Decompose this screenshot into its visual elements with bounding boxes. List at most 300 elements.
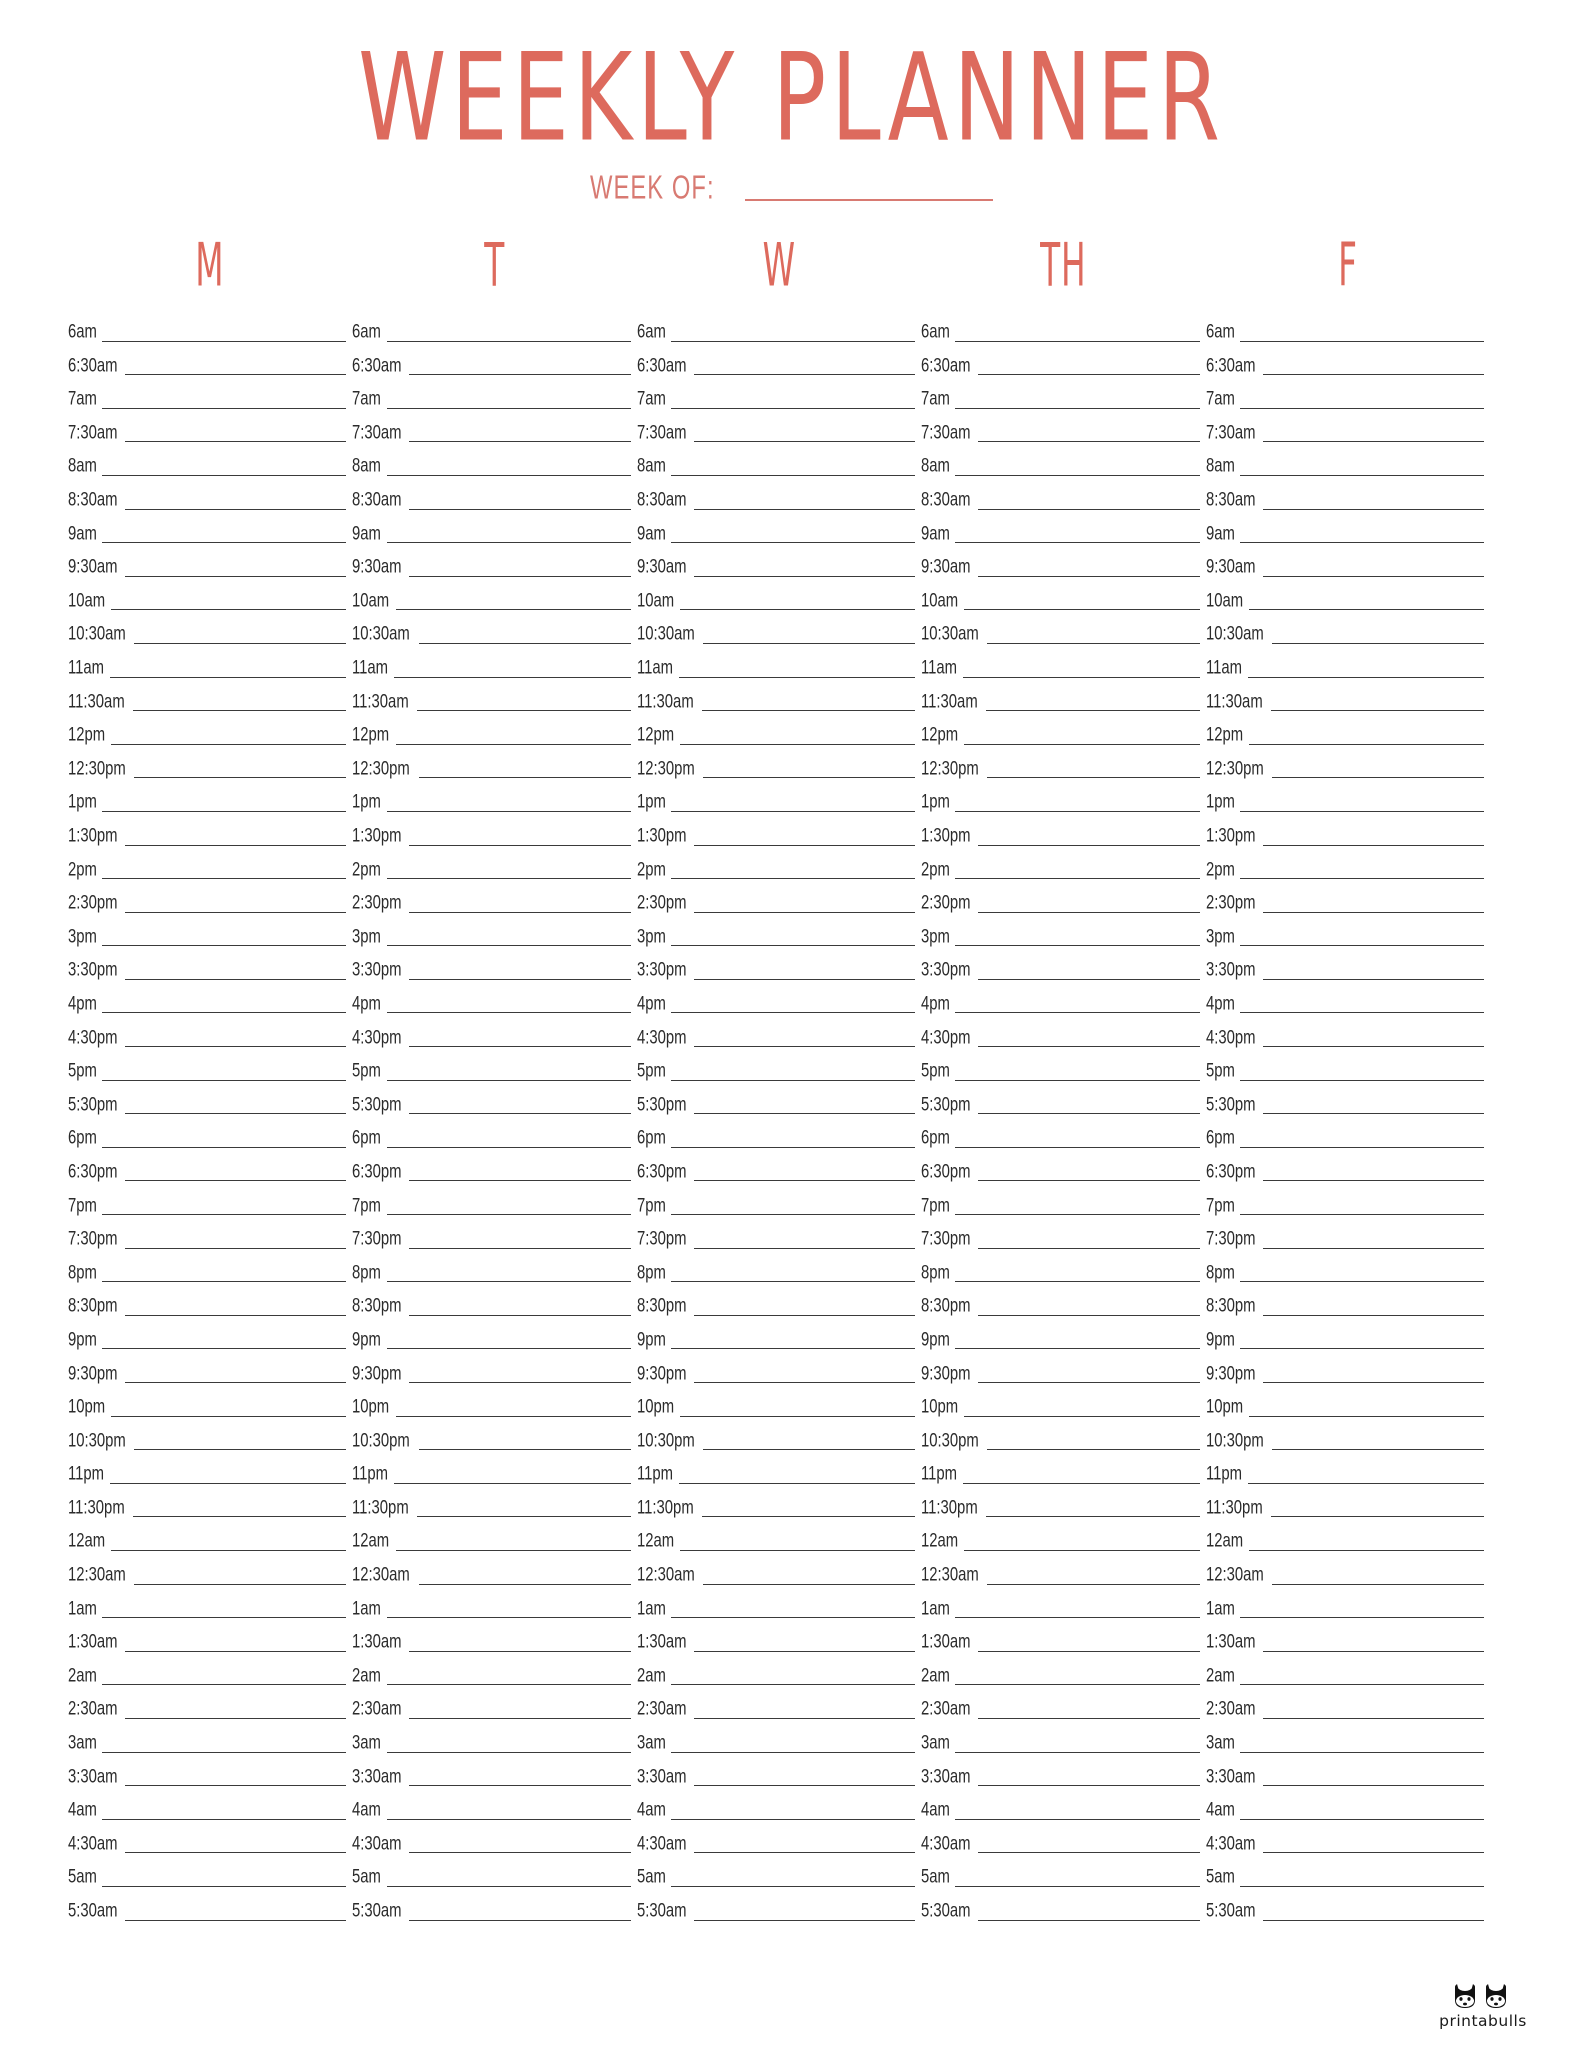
time-slot-write-line[interactable] [987,643,1199,644]
time-slot-write-line[interactable] [694,441,915,442]
time-slot-row[interactable] [1206,884,1484,918]
time-slot-row[interactable] [68,347,346,381]
time-slot-row[interactable] [352,716,630,750]
time-slot-row[interactable] [1206,1825,1484,1859]
time-slot-row[interactable] [637,313,915,347]
time-slot-row[interactable] [921,447,1199,481]
time-slot-row[interactable] [921,1052,1199,1086]
time-slot-write-line[interactable] [102,341,346,342]
time-slot-row[interactable] [921,716,1199,750]
time-slot-row[interactable] [637,1623,915,1657]
time-slot-row[interactable] [352,1825,630,1859]
time-slot-row[interactable] [1206,1052,1484,1086]
time-slot-row[interactable] [68,1287,346,1321]
time-slot-row[interactable] [352,515,630,549]
time-slot-write-line[interactable] [1263,1382,1484,1383]
time-slot-row[interactable] [352,750,630,784]
time-slot-row[interactable] [637,884,915,918]
time-slot-write-line[interactable] [986,710,1199,711]
time-slot-write-line[interactable] [671,1348,915,1349]
time-slot-row[interactable] [921,1354,1199,1388]
time-slot-row[interactable] [68,615,346,649]
time-slot-write-line[interactable] [133,710,346,711]
time-slot-row[interactable] [1206,1858,1484,1892]
time-slot-write-line[interactable] [1263,845,1484,846]
time-slot-write-line[interactable] [409,1382,630,1383]
time-slot-write-line[interactable] [978,1113,1199,1114]
time-slot-row[interactable] [68,1758,346,1792]
time-slot-write-line[interactable] [1240,1214,1484,1215]
time-slot-row[interactable] [68,1119,346,1153]
time-slot-row[interactable] [921,313,1199,347]
time-slot-write-line[interactable] [680,1416,915,1417]
time-slot-write-line[interactable] [1249,744,1484,745]
time-slot-write-line[interactable] [978,374,1199,375]
time-slot-row[interactable] [352,951,630,985]
time-slot-row[interactable] [637,1690,915,1724]
time-slot-write-line[interactable] [125,1113,346,1114]
time-slot-write-line[interactable] [694,1785,915,1786]
time-slot-write-line[interactable] [978,1920,1199,1921]
time-slot-write-line[interactable] [102,408,346,409]
time-slot-row[interactable] [352,380,630,414]
time-slot-row[interactable] [68,985,346,1019]
time-slot-row[interactable] [921,1388,1199,1422]
time-slot-row[interactable] [1206,1086,1484,1120]
time-slot-row[interactable] [921,1590,1199,1624]
time-slot-row[interactable] [68,481,346,515]
time-slot-write-line[interactable] [694,374,915,375]
time-slot-row[interactable] [637,1287,915,1321]
time-slot-row[interactable] [68,1892,346,1926]
time-slot-row[interactable] [1206,1186,1484,1220]
time-slot-write-line[interactable] [671,1012,915,1013]
time-slot-write-line[interactable] [1272,1584,1484,1585]
time-slot-row[interactable] [637,750,915,784]
time-slot-write-line[interactable] [1240,1752,1484,1753]
time-slot-write-line[interactable] [1240,878,1484,879]
time-slot-row[interactable] [1206,750,1484,784]
time-slot-write-line[interactable] [409,1920,630,1921]
time-slot-row[interactable] [352,1724,630,1758]
time-slot-write-line[interactable] [419,1449,631,1450]
time-slot-write-line[interactable] [111,1416,346,1417]
time-slot-write-line[interactable] [1271,710,1484,711]
time-slot-row[interactable] [352,1388,630,1422]
time-slot-row[interactable] [1206,1590,1484,1624]
time-slot-write-line[interactable] [1271,1516,1484,1517]
time-slot-write-line[interactable] [409,441,630,442]
time-slot-write-line[interactable] [102,1819,346,1820]
time-slot-row[interactable] [68,1791,346,1825]
time-slot-write-line[interactable] [1263,1180,1484,1181]
time-slot-write-line[interactable] [125,1651,346,1652]
time-slot-write-line[interactable] [409,979,630,980]
time-slot-row[interactable] [352,347,630,381]
time-slot-write-line[interactable] [978,1248,1199,1249]
time-slot-write-line[interactable] [703,1449,915,1450]
time-slot-write-line[interactable] [964,609,1199,610]
time-slot-write-line[interactable] [955,1348,1199,1349]
time-slot-row[interactable] [637,1254,915,1288]
time-slot-row[interactable] [921,414,1199,448]
time-slot-write-line[interactable] [671,542,915,543]
time-slot-row[interactable] [68,515,346,549]
time-slot-write-line[interactable] [387,878,631,879]
time-slot-write-line[interactable] [1240,1147,1484,1148]
time-slot-write-line[interactable] [125,1785,346,1786]
time-slot-row[interactable] [1206,548,1484,582]
time-slot-write-line[interactable] [409,1651,630,1652]
time-slot-write-line[interactable] [694,845,915,846]
time-slot-write-line[interactable] [1263,1852,1484,1853]
time-slot-row[interactable] [68,716,346,750]
time-slot-row[interactable] [1206,582,1484,616]
time-slot-write-line[interactable] [671,1819,915,1820]
time-slot-row[interactable] [921,951,1199,985]
time-slot-write-line[interactable] [102,1752,346,1753]
time-slot-row[interactable] [1206,1623,1484,1657]
time-slot-write-line[interactable] [125,1852,346,1853]
time-slot-write-line[interactable] [694,1180,915,1181]
time-slot-write-line[interactable] [1240,341,1484,342]
time-slot-row[interactable] [921,1758,1199,1792]
time-slot-row[interactable] [352,548,630,582]
time-slot-write-line[interactable] [955,1012,1199,1013]
time-slot-row[interactable] [637,1858,915,1892]
time-slot-write-line[interactable] [409,912,630,913]
time-slot-row[interactable] [921,683,1199,717]
time-slot-write-line[interactable] [955,1684,1199,1685]
time-slot-row[interactable] [352,1657,630,1691]
time-slot-write-line[interactable] [102,1080,346,1081]
time-slot-row[interactable] [352,447,630,481]
time-slot-write-line[interactable] [702,710,915,711]
time-slot-row[interactable] [68,447,346,481]
time-slot-write-line[interactable] [409,1718,630,1719]
time-slot-write-line[interactable] [955,1147,1199,1148]
time-slot-row[interactable] [68,1623,346,1657]
time-slot-row[interactable] [68,1858,346,1892]
time-slot-row[interactable] [68,1657,346,1691]
time-slot-write-line[interactable] [125,1046,346,1047]
time-slot-write-line[interactable] [409,1113,630,1114]
time-slot-write-line[interactable] [955,811,1199,812]
time-slot-write-line[interactable] [133,1516,346,1517]
time-slot-row[interactable] [68,1388,346,1422]
time-slot-row[interactable] [637,783,915,817]
time-slot-row[interactable] [1206,1522,1484,1556]
week-of-input-line[interactable] [745,199,993,201]
time-slot-write-line[interactable] [409,1785,630,1786]
time-slot-write-line[interactable] [694,1315,915,1316]
time-slot-write-line[interactable] [955,1281,1199,1282]
time-slot-write-line[interactable] [703,1584,915,1585]
time-slot-row[interactable] [1206,951,1484,985]
time-slot-write-line[interactable] [1240,1684,1484,1685]
time-slot-row[interactable] [921,1287,1199,1321]
time-slot-row[interactable] [68,1556,346,1590]
time-slot-row[interactable] [637,1892,915,1926]
time-slot-row[interactable] [68,1690,346,1724]
time-slot-write-line[interactable] [955,878,1199,879]
time-slot-row[interactable] [921,649,1199,683]
time-slot-row[interactable] [637,1489,915,1523]
time-slot-row[interactable] [921,985,1199,1019]
time-slot-row[interactable] [352,1086,630,1120]
time-slot-write-line[interactable] [396,1416,631,1417]
time-slot-write-line[interactable] [694,1046,915,1047]
time-slot-row[interactable] [1206,615,1484,649]
time-slot-row[interactable] [921,1522,1199,1556]
time-slot-write-line[interactable] [387,1348,631,1349]
time-slot-row[interactable] [1206,649,1484,683]
time-slot-write-line[interactable] [409,1315,630,1316]
time-slot-write-line[interactable] [387,408,631,409]
time-slot-row[interactable] [1206,1791,1484,1825]
time-slot-write-line[interactable] [978,1382,1199,1383]
time-slot-write-line[interactable] [102,1348,346,1349]
time-slot-row[interactable] [1206,1422,1484,1456]
time-slot-write-line[interactable] [125,845,346,846]
time-slot-write-line[interactable] [102,811,346,812]
time-slot-row[interactable] [68,884,346,918]
time-slot-row[interactable] [68,1018,346,1052]
time-slot-write-line[interactable] [387,475,631,476]
time-slot-write-line[interactable] [978,1651,1199,1652]
time-slot-row[interactable] [921,1791,1199,1825]
time-slot-write-line[interactable] [1248,1483,1484,1484]
time-slot-row[interactable] [68,649,346,683]
time-slot-row[interactable] [637,985,915,1019]
time-slot-row[interactable] [637,683,915,717]
time-slot-write-line[interactable] [679,1483,915,1484]
time-slot-write-line[interactable] [671,408,915,409]
time-slot-row[interactable] [68,1590,346,1624]
time-slot-row[interactable] [352,1052,630,1086]
time-slot-write-line[interactable] [110,1483,346,1484]
time-slot-row[interactable] [352,414,630,448]
time-slot-row[interactable] [352,817,630,851]
time-slot-row[interactable] [68,1254,346,1288]
time-slot-row[interactable] [637,1724,915,1758]
time-slot-row[interactable] [1206,683,1484,717]
time-slot-row[interactable] [637,1086,915,1120]
time-slot-write-line[interactable] [671,1617,915,1618]
time-slot-write-line[interactable] [955,945,1199,946]
time-slot-row[interactable] [637,1153,915,1187]
time-slot-row[interactable] [921,750,1199,784]
time-slot-write-line[interactable] [671,1147,915,1148]
time-slot-write-line[interactable] [671,1684,915,1685]
time-slot-write-line[interactable] [987,1584,1199,1585]
time-slot-write-line[interactable] [1272,643,1484,644]
time-slot-row[interactable] [1206,1892,1484,1926]
time-slot-write-line[interactable] [125,1248,346,1249]
time-slot-row[interactable] [637,951,915,985]
time-slot-row[interactable] [352,884,630,918]
time-slot-row[interactable] [352,1220,630,1254]
time-slot-row[interactable] [1206,1758,1484,1792]
time-slot-row[interactable] [1206,716,1484,750]
time-slot-row[interactable] [921,615,1199,649]
time-slot-write-line[interactable] [1249,1416,1484,1417]
time-slot-row[interactable] [352,783,630,817]
time-slot-write-line[interactable] [1263,1718,1484,1719]
time-slot-row[interactable] [352,313,630,347]
time-slot-write-line[interactable] [387,542,631,543]
time-slot-row[interactable] [68,1321,346,1355]
time-slot-row[interactable] [637,615,915,649]
time-slot-row[interactable] [921,1086,1199,1120]
time-slot-write-line[interactable] [978,1180,1199,1181]
time-slot-row[interactable] [637,918,915,952]
time-slot-row[interactable] [352,1455,630,1489]
time-slot-write-line[interactable] [1240,475,1484,476]
time-slot-write-line[interactable] [125,1718,346,1719]
time-slot-row[interactable] [637,447,915,481]
time-slot-write-line[interactable] [102,475,346,476]
time-slot-write-line[interactable] [102,1281,346,1282]
time-slot-row[interactable] [352,1858,630,1892]
time-slot-write-line[interactable] [963,677,1199,678]
time-slot-write-line[interactable] [419,777,631,778]
time-slot-row[interactable] [637,716,915,750]
time-slot-write-line[interactable] [1263,912,1484,913]
time-slot-write-line[interactable] [1272,1449,1484,1450]
time-slot-write-line[interactable] [387,1147,631,1148]
time-slot-write-line[interactable] [694,1382,915,1383]
time-slot-write-line[interactable] [102,1886,346,1887]
time-slot-row[interactable] [637,548,915,582]
time-slot-row[interactable] [352,683,630,717]
time-slot-write-line[interactable] [409,576,630,577]
time-slot-write-line[interactable] [111,609,346,610]
time-slot-write-line[interactable] [955,1819,1199,1820]
time-slot-write-line[interactable] [978,1046,1199,1047]
time-slot-row[interactable] [921,1623,1199,1657]
time-slot-write-line[interactable] [409,1852,630,1853]
time-slot-write-line[interactable] [1263,979,1484,980]
time-slot-write-line[interactable] [1248,677,1484,678]
time-slot-row[interactable] [68,582,346,616]
time-slot-write-line[interactable] [409,1046,630,1047]
time-slot-write-line[interactable] [671,1281,915,1282]
time-slot-row[interactable] [68,313,346,347]
time-slot-write-line[interactable] [387,1752,631,1753]
time-slot-write-line[interactable] [955,1752,1199,1753]
time-slot-row[interactable] [352,582,630,616]
time-slot-write-line[interactable] [964,1416,1199,1417]
time-slot-row[interactable] [921,1690,1199,1724]
time-slot-row[interactable] [921,1825,1199,1859]
time-slot-write-line[interactable] [1263,1920,1484,1921]
time-slot-write-line[interactable] [978,845,1199,846]
time-slot-write-line[interactable] [387,1214,631,1215]
time-slot-write-line[interactable] [387,1012,631,1013]
time-slot-write-line[interactable] [694,1113,915,1114]
time-slot-row[interactable] [1206,1018,1484,1052]
time-slot-write-line[interactable] [387,945,631,946]
time-slot-row[interactable] [68,1354,346,1388]
time-slot-row[interactable] [637,414,915,448]
time-slot-row[interactable] [637,347,915,381]
time-slot-row[interactable] [1206,447,1484,481]
time-slot-row[interactable] [1206,1119,1484,1153]
time-slot-write-line[interactable] [1263,509,1484,510]
time-slot-row[interactable] [637,1791,915,1825]
time-slot-row[interactable] [352,1892,630,1926]
time-slot-write-line[interactable] [978,576,1199,577]
time-slot-write-line[interactable] [1240,1080,1484,1081]
time-slot-row[interactable] [68,1086,346,1120]
time-slot-write-line[interactable] [110,677,346,678]
time-slot-write-line[interactable] [986,1516,1199,1517]
time-slot-row[interactable] [68,683,346,717]
time-slot-row[interactable] [1206,918,1484,952]
time-slot-write-line[interactable] [409,845,630,846]
time-slot-write-line[interactable] [1272,777,1484,778]
time-slot-row[interactable] [921,1321,1199,1355]
time-slot-write-line[interactable] [125,979,346,980]
time-slot-row[interactable] [1206,313,1484,347]
time-slot-row[interactable] [352,1153,630,1187]
time-slot-write-line[interactable] [409,1248,630,1249]
time-slot-row[interactable] [352,1422,630,1456]
time-slot-write-line[interactable] [671,1080,915,1081]
time-slot-row[interactable] [637,380,915,414]
time-slot-row[interactable] [921,918,1199,952]
time-slot-write-line[interactable] [134,777,346,778]
time-slot-row[interactable] [1206,1254,1484,1288]
time-slot-write-line[interactable] [134,1584,346,1585]
time-slot-row[interactable] [68,1522,346,1556]
time-slot-row[interactable] [352,649,630,683]
time-slot-row[interactable] [921,582,1199,616]
time-slot-row[interactable] [352,1690,630,1724]
time-slot-write-line[interactable] [671,878,915,879]
time-slot-write-line[interactable] [102,1617,346,1618]
time-slot-write-line[interactable] [1263,1113,1484,1114]
time-slot-row[interactable] [68,1489,346,1523]
time-slot-row[interactable] [1206,851,1484,885]
time-slot-row[interactable] [352,1791,630,1825]
time-slot-write-line[interactable] [1263,1046,1484,1047]
time-slot-row[interactable] [352,1522,630,1556]
time-slot-row[interactable] [68,951,346,985]
time-slot-row[interactable] [921,1422,1199,1456]
time-slot-row[interactable] [1206,1724,1484,1758]
time-slot-row[interactable] [637,1455,915,1489]
time-slot-row[interactable] [352,481,630,515]
time-slot-write-line[interactable] [125,1920,346,1921]
time-slot-row[interactable] [921,481,1199,515]
time-slot-write-line[interactable] [1240,1012,1484,1013]
time-slot-row[interactable] [352,1254,630,1288]
time-slot-write-line[interactable] [955,341,1199,342]
time-slot-row[interactable] [1206,1354,1484,1388]
time-slot-write-line[interactable] [1240,1819,1484,1820]
time-slot-write-line[interactable] [679,677,915,678]
time-slot-row[interactable] [1206,1220,1484,1254]
time-slot-row[interactable] [921,851,1199,885]
time-slot-row[interactable] [68,548,346,582]
time-slot-row[interactable] [1206,783,1484,817]
time-slot-write-line[interactable] [1240,1281,1484,1282]
time-slot-row[interactable] [352,1758,630,1792]
time-slot-row[interactable] [921,1657,1199,1691]
time-slot-write-line[interactable] [671,1214,915,1215]
